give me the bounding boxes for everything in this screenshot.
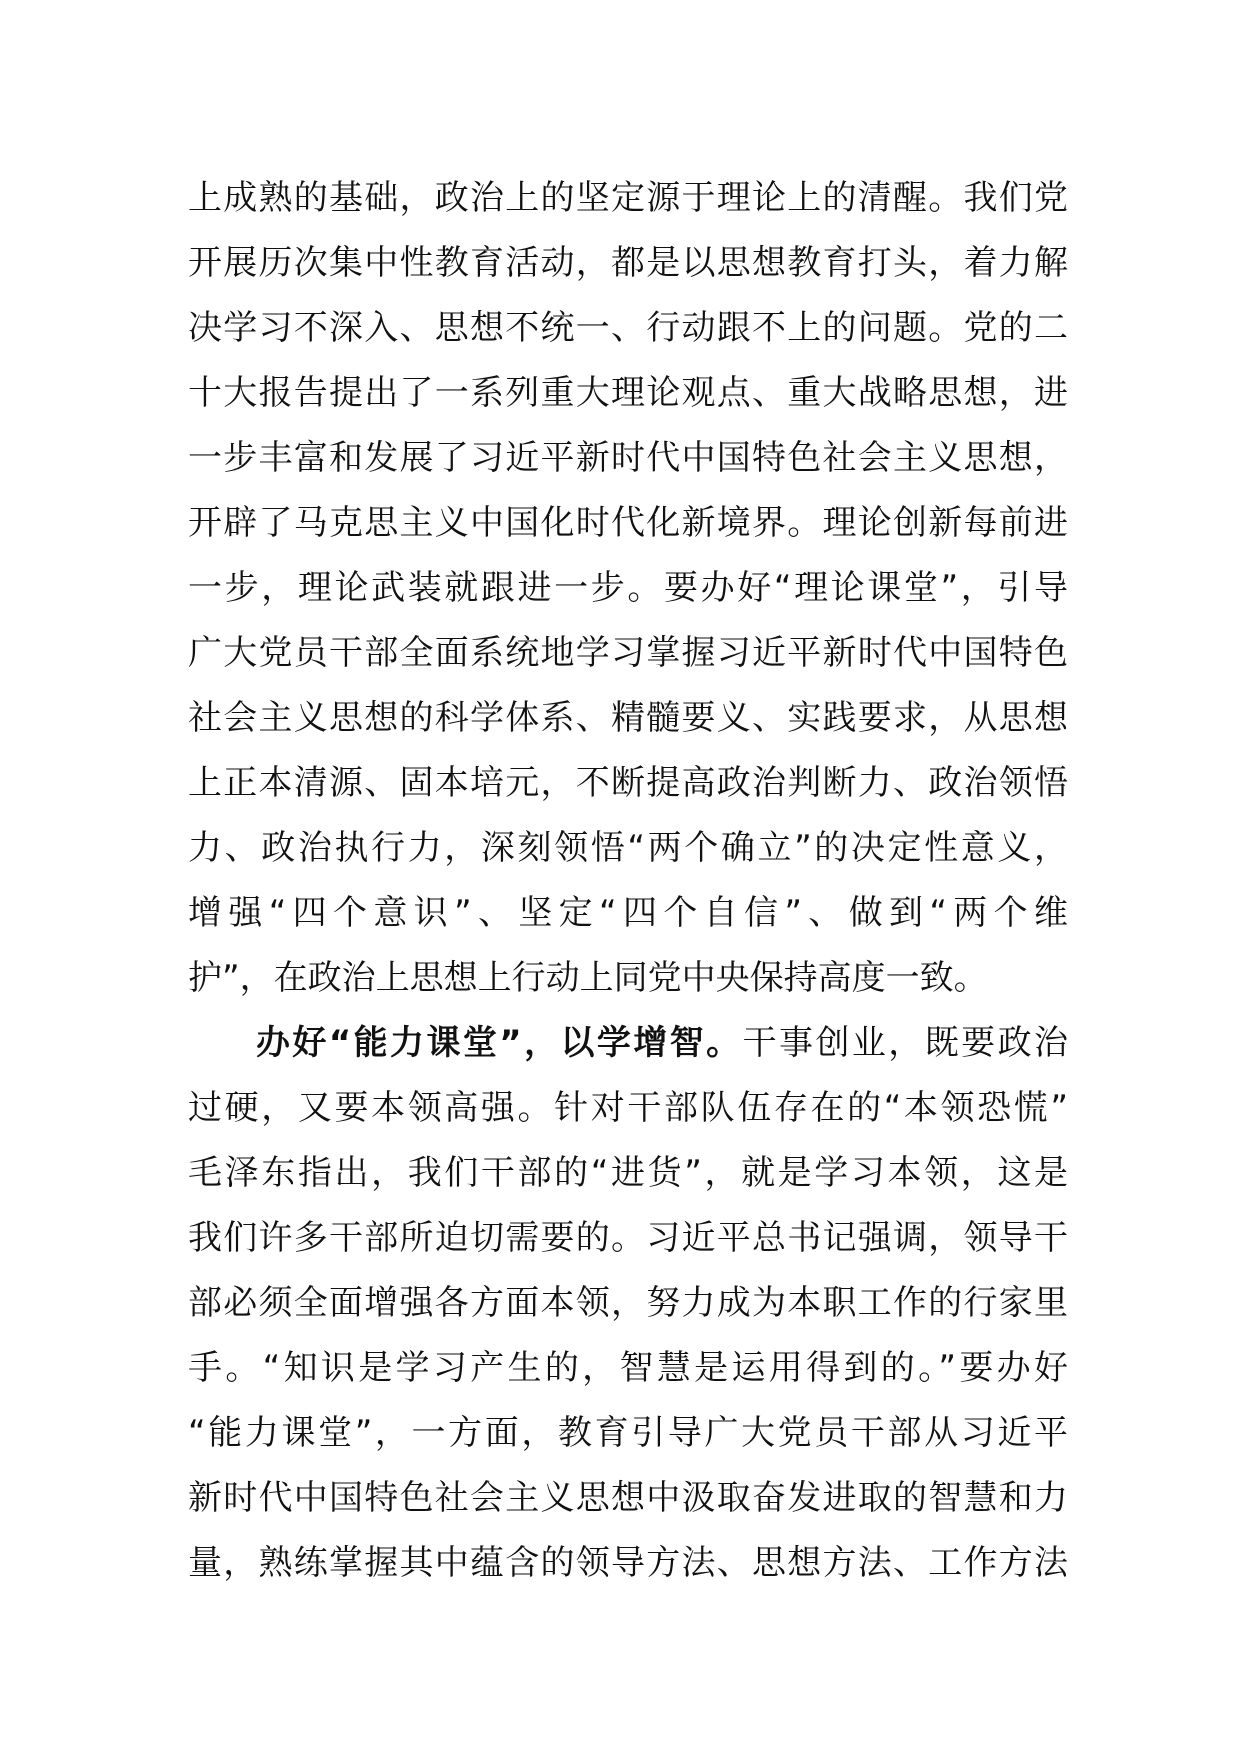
paragraph-line: 上成熟的基础，政治上的坚定源于理论上的清醒。我们党 [188,178,1068,218]
paragraph-heading: 办好“能力课堂”，以学增智。 [256,1023,743,1063]
paragraph-line: 社会主义思想的科学体系、精髓要义、实践要求，从思想 [188,698,1068,738]
paragraph-line: 护”，在政治上思想上行动上同党中央保持高度一致。 [188,958,988,998]
paragraph-line: 手。“知识是学习产生的，智慧是运用得到的。”要办好 [188,1348,1068,1388]
paragraph-line: “能力课堂”，一方面，教育引导广大党员干部从习近平 [188,1413,1068,1453]
paragraph-line: 量，熟练掌握其中蕴含的领导方法、思想方法、工作方法 [188,1543,1068,1583]
paragraph-line: 毛泽东指出，我们干部的“进货”，就是学习本领，这是 [188,1153,1068,1193]
paragraph-line: 增强“四个意识”、坚定“四个自信”、做到“两个维 [188,893,1068,933]
paragraph-first-line [188,1011,1068,1076]
paragraph-line: 过硬，又要本领高强。针对干部队伍存在的“本领恐慌” [188,1088,1068,1128]
paragraph-line: 部必须全面增强各方面本领，努力成为本职工作的行家里 [188,1283,1068,1323]
paragraph-line: 开展历次集中性教育活动，都是以思想教育打头，着力解 [188,243,1068,283]
paragraph-line: 决学习不深入、思想不统一、行动跟不上的问题。党的二 [188,308,1068,348]
paragraph-line: 一步丰富和发展了习近平新时代中国特色社会主义思想， [188,438,1068,478]
paragraph-line: 广大党员干部全面系统地学习掌握习近平新时代中国特色 [188,633,1068,673]
paragraph-line: 一步，理论武装就跟进一步。要办好“理论课堂”，引导 [188,568,1068,608]
paragraph-line: 力、政治执行力，深刻领悟“两个确立”的决定性意义， [188,828,1068,868]
paragraph-line: 我们许多干部所迫切需要的。习近平总书记强调，领导干 [188,1218,1068,1258]
paragraph-line: 新时代中国特色社会主义思想中汲取奋发进取的智慧和力 [188,1478,1068,1518]
paragraph-line: 十大报告提出了一系列重大理论观点、重大战略思想，进 [188,373,1068,413]
body-text [188,166,1068,1596]
paragraph-line-rest: 干事创业，既要政治 [742,1023,1068,1063]
paragraph-line: 上正本清源、固本培元，不断提高政治判断力、政治领悟 [188,763,1068,803]
paragraph-line: 开辟了马克思主义中国化时代化新境界。理论创新每前进 [188,503,1068,543]
